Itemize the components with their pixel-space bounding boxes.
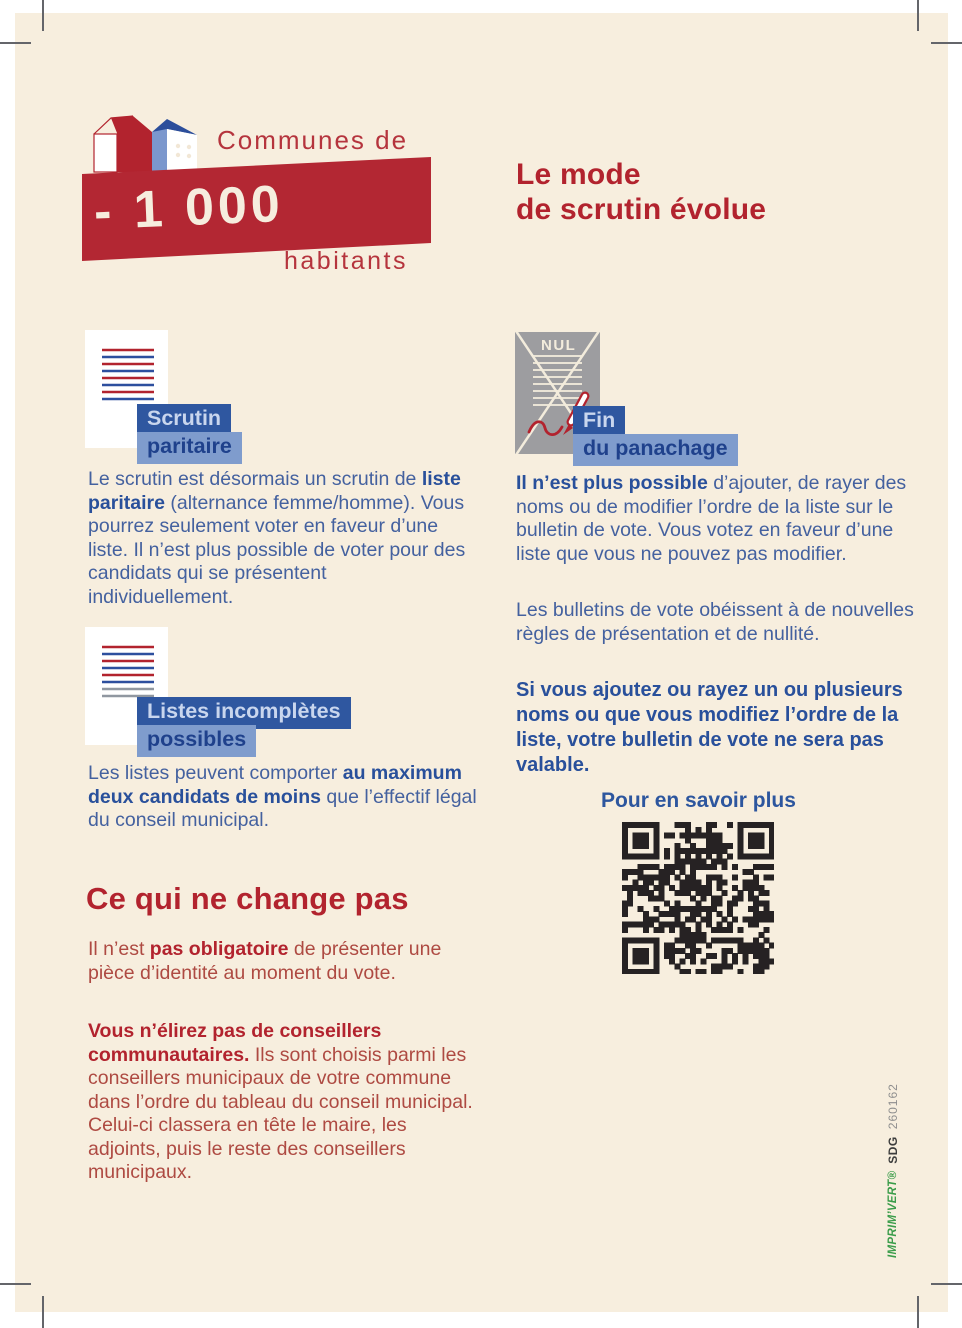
print-info	[883, 1085, 903, 1265]
page-title-line2: de scrutin évolue	[516, 193, 767, 227]
paragraph-piece-identite	[88, 938, 470, 985]
badge-fin: Fin	[573, 406, 625, 438]
more-info-title: Pour en savoir plus	[601, 789, 796, 812]
sdg-label: SDG	[886, 1136, 900, 1164]
text-segment-bold: liste paritaire	[88, 468, 461, 514]
crop-mark-bottom-left-v	[42, 1296, 44, 1328]
text-segment: que l’effectif légal du conseil municipal.	[88, 785, 477, 831]
text-segment-bold: pas obligatoire	[149, 938, 289, 960]
badge-du-panachage: du panachage	[573, 434, 738, 466]
crop-mark-bottom-right-h	[931, 1283, 962, 1285]
text-segment: Les listes peuvent comporter	[88, 762, 343, 784]
qr-code	[622, 822, 774, 974]
print-code: 260162	[886, 1083, 900, 1130]
crop-mark-bottom-left-h	[0, 1283, 31, 1285]
badge-possibles: possibles	[137, 725, 256, 757]
paragraph-scrutin-paritaire	[88, 468, 470, 609]
logo-number: - 1 000	[92, 175, 285, 241]
text-segment: Ils sont choisis parmi les conseillers municipaux de votre commune dans l’ordre du tableau du conseil municipal. Celui-ci classera en tête le maire, les adjoints, puis le reste des conseillers municipaux.	[88, 1043, 473, 1183]
logo-communes-de: Communes de	[217, 125, 409, 155]
crop-mark-bottom-right-v	[917, 1296, 919, 1328]
crop-mark-top-right-v	[917, 0, 919, 31]
crop-mark-top-left-h	[0, 42, 31, 44]
paragraph-fin-panachage	[516, 472, 928, 566]
text-segment: (alternance femme/homme). Vous pourrez seulement voter en faveur d’une liste. Il n’est plus possible de voter pour des candidats qui se présentent individuellement.	[88, 491, 466, 608]
text-segment: d’ajouter, de rayer des noms ou de modifier l’ordre de la liste sur le bulletin de vote. Vous votez en faveur d’une liste que vous ne pouvez pas modifier.	[516, 472, 907, 565]
badge-listes-incompletes: Listes incomplètes	[137, 697, 351, 729]
text-segment-bold: Il n’est plus possible	[516, 472, 708, 494]
page-title-line1: Le mode	[516, 158, 641, 191]
page-title	[516, 157, 856, 228]
text-segment: Il n’est	[88, 938, 150, 960]
paragraph-bulletin-non-valable: Si vous ajoutez ou rayez un ou plusieurs noms ou que vous modifiez l’ordre de la liste, votre bulletin de vote ne sera pas valable.	[516, 679, 903, 776]
badge-paritaire: paritaire	[137, 432, 242, 464]
text-segment: Le scrutin est désormais un scrutin de	[88, 468, 422, 490]
imprim-vert-label: IMPRIM’VERT®	[887, 1170, 899, 1258]
heading-ce-qui-ne-change-pas: Ce qui ne change pas	[86, 881, 409, 916]
paragraph-listes-incompletes	[88, 762, 484, 833]
paragraph-regles-bulletins: Les bulletins de vote obéissent à de nouvelles règles de présentation et de nullité.	[516, 599, 914, 645]
badge-scrutin: Scrutin	[137, 404, 231, 436]
crop-mark-top-left-v	[42, 0, 44, 31]
logo-habitants: habitants	[284, 247, 408, 275]
text-segment: de présenter une pièce d’identité au moment du vote.	[88, 938, 442, 984]
crop-mark-top-right-h	[931, 42, 962, 44]
text-segment-bold: Vous n’élirez pas de conseillers communautaires.	[88, 1020, 382, 1066]
text-segment-bold: au maximum deux candidats de moins	[88, 762, 462, 808]
paragraph-conseillers-communautaires	[88, 1020, 480, 1185]
nul-label: NUL	[541, 337, 577, 354]
